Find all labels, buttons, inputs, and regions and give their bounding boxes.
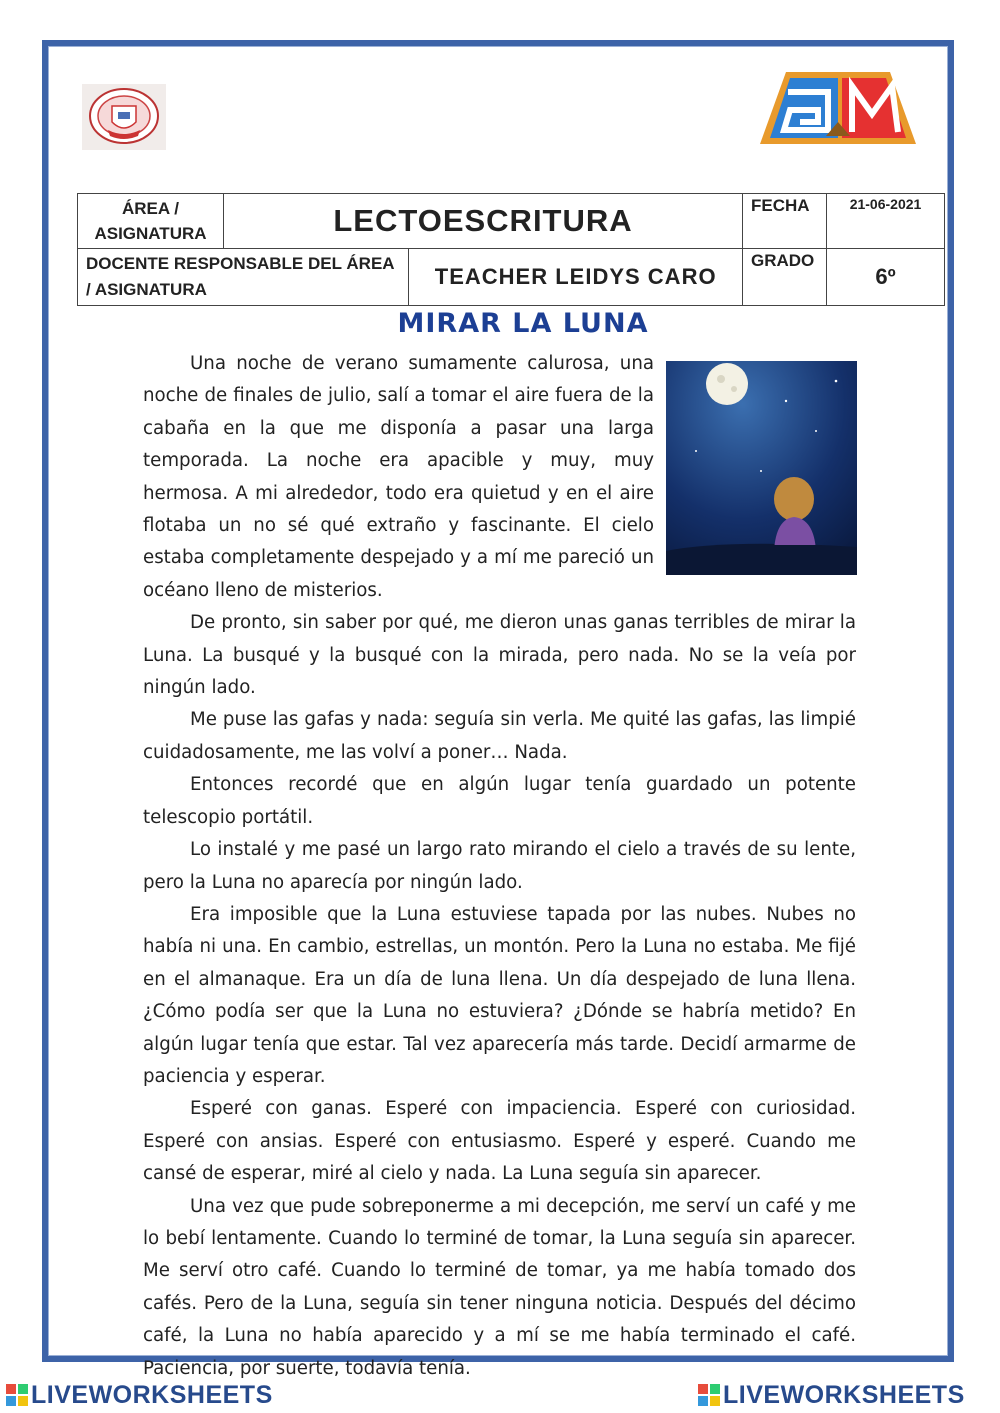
gm-logo [760, 70, 916, 146]
story-body [143, 348, 856, 1385]
grade-label: GRADO [743, 249, 827, 306]
school-crest-logo [82, 84, 166, 150]
brand-text: LIVEWORKSHEETS [723, 1380, 965, 1409]
liveworksheets-icon [698, 1384, 720, 1406]
image-wrap-space [654, 348, 856, 584]
teacher-label-cell: DOCENTE RESPONSABLE DEL ÁREA / ASIGNATURA [78, 249, 409, 306]
liveworksheets-icon [6, 1384, 28, 1406]
header-table [77, 193, 945, 306]
story-paragraph: Una vez que pude sobreponerme a mi decepción, me serví un café y me lo bebí lentamente. Cuando lo terminé de tomar, la Luna seguía sin aparecer. Me serví otro café. Cuando lo terminé de tomar, ya me había tomado dos cafés. Pero de la Luna, seguía sin tener ninguna noticia. Después del décimo café, la Luna no había aparecido y a mí se me había terminado el café. Paciencia, por suerte, todavía tenía. [143, 1195, 856, 1379]
story-paragraph: Esperé con ganas. Esperé con impaciencia. Esperé con curiosidad. Esperé con ansias. Esperé con entusiasmo. Esperé y esperé. Cuando me cansé de esperar, miré al cielo y nada. La Luna seguía sin aparecer. [143, 1098, 856, 1185]
footer-brand-left [6, 1381, 273, 1409]
story-paragraph: De pronto, sin saber por qué, me dieron unas ganas terribles de mirar la Luna. La busqué y la busqué con la mirada, pero nada. No se la veía por ningún lado. [143, 612, 856, 699]
date-value: 21-06-2021 [827, 194, 945, 249]
story-paragraph: Me puse las gafas y nada: seguía sin verla. Me quité las gafas, las limpié cuidadosamente, me las volví a poner… Nada. [143, 709, 856, 763]
story-paragraph: Una noche de verano sumamente calurosa, una noche de finales de julio, salí a tomar el aire fuera de la cabaña en la que me disponía a pasar una larga temporada. La noche era apacible y muy, muy hermosa. A mi alrededor, todo era quietud y en el aire flotaba un no sé qué extraño y fascinante. El cielo estaba completamente despejado y a mí me pareció un océano lleno de misterios. [143, 353, 654, 601]
story-paragraph: Era imposible que la Luna estuviese tapada por las nubes. Nubes no había ni una. En cambio, estrellas, un montón. Pero la Luna no estaba. Me fijé en el almanaque. Era un día de luna llena. Un día despejado de luna llena. ¿Cómo podía ser que la Luna no estuviera? ¿Dónde se habría metido? En algún lugar tenía que estar. Tal vez aparecería más tarde. Decidí armarme de paciencia y esperar. [143, 903, 856, 1087]
brand-text: LIVEWORKSHEETS [31, 1380, 273, 1409]
story-paragraph: Entonces recordé que en algún lugar tenía guardado un potente telescopio portátil. [143, 774, 856, 828]
date-label: FECHA [743, 194, 827, 249]
grade-value: 6º [827, 249, 945, 306]
story-paragraph: Lo instalé y me pasé un largo rato mirando el cielo a través de su lente, pero la Luna no aparecía por ningún lado. [143, 839, 856, 893]
story-title: MIRAR LA LUNA [397, 308, 649, 339]
area-label-cell: ÁREA / ASIGNATURA [78, 194, 224, 249]
teacher-name: TEACHER LEIDYS CARO [409, 249, 743, 306]
footer-brand-right [698, 1381, 965, 1409]
subject-title: LECTOESCRITURA [224, 194, 743, 249]
